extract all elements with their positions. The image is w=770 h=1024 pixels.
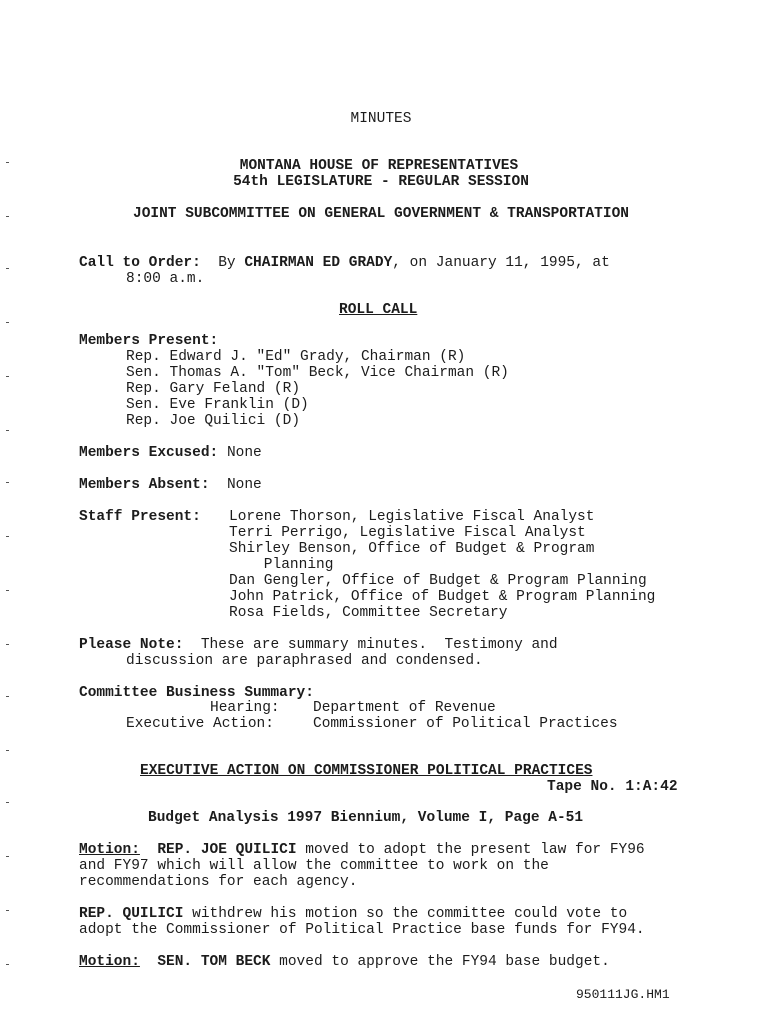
tape-number: Tape No. 1:A:42 <box>547 779 678 795</box>
chairman-name: CHAIRMAN ED GRADY <box>244 255 393 271</box>
members-excused <box>79 445 262 461</box>
call-to-order <box>79 255 610 271</box>
motion-mover: SEN. TOM BECK <box>157 954 271 970</box>
hearing-value: Department of Revenue <box>313 700 496 716</box>
member-item: Rep. Gary Feland (R) <box>126 381 301 397</box>
committee-title: JOINT SUBCOMMITTEE ON GENERAL GOVERNMENT & TRANSPORTATION <box>133 206 629 222</box>
member-item: Sen. Eve Franklin (D) <box>126 397 309 413</box>
please-note-line1: These are summary minutes. Testimony and <box>200 637 558 653</box>
motion-label: Motion: <box>79 842 140 858</box>
minutes-title: MINUTES <box>350 111 412 127</box>
staff-line: Planning <box>229 557 334 573</box>
session-title: 54th LEGISLATURE - REGULAR SESSION <box>233 174 529 190</box>
staff-line: Shirley Benson, Office of Budget & Program <box>229 541 595 557</box>
margin-mark <box>6 376 9 377</box>
margin-mark <box>6 644 9 645</box>
motion-text: moved to adopt the present law for FY96 <box>296 842 645 858</box>
call-to-order-by: By <box>218 255 236 271</box>
margin-mark <box>6 802 9 803</box>
withdrawal-paragraph <box>79 906 627 922</box>
margin-mark <box>6 430 9 431</box>
please-note-label: Please Note: <box>79 637 184 653</box>
margin-mark <box>6 536 9 537</box>
staff-line: Rosa Fields, Committee Secretary <box>229 605 508 621</box>
members-absent-value: None <box>226 477 262 493</box>
budget-analysis-reference: Budget Analysis 1997 Biennium, Volume I, Page A-51 <box>148 810 584 826</box>
margin-mark <box>6 322 9 323</box>
executive-action-value: Commissioner of Political Practices <box>313 716 618 732</box>
margin-mark <box>6 910 9 911</box>
members-excused-value: None <box>226 445 262 461</box>
members-excused-label: Members Excused: <box>79 445 219 461</box>
staff-line: Lorene Thorson, Legislative Fiscal Analyst <box>229 509 595 525</box>
motion-text: recommendations for each agency. <box>79 874 358 890</box>
margin-mark <box>6 750 9 751</box>
motion-text: and FY97 which will allow the committee to work on the <box>79 858 549 874</box>
withdrawal-text: adopt the Commissioner of Political Practice base funds for FY94. <box>79 922 645 938</box>
motion-quilici <box>79 842 645 858</box>
executive-action-label: Executive Action: <box>126 716 274 732</box>
please-note-line2: discussion are paraphrased and condensed. <box>126 653 483 669</box>
withdrawal-who: REP. QUILICI <box>79 906 184 922</box>
executive-action-heading: EXECUTIVE ACTION ON COMMISSIONER POLITICAL PRACTICES <box>140 763 593 779</box>
motion-beck <box>79 954 610 970</box>
members-absent-label: Members Absent: <box>79 477 210 493</box>
margin-mark <box>6 856 9 857</box>
document-id: 950111JG.HM1 <box>576 987 670 1002</box>
call-to-order-time: 8:00 a.m. <box>126 271 205 287</box>
margin-mark <box>6 268 9 269</box>
staff-present-label: Staff Present: <box>79 509 201 525</box>
please-note <box>79 637 558 653</box>
margin-mark <box>6 696 9 697</box>
call-to-order-label: Call to Order: <box>79 255 201 271</box>
withdrawal-text: withdrew his motion so the committee could vote to <box>183 906 628 922</box>
staff-line: Dan Gengler, Office of Budget & Program Planning <box>229 573 647 589</box>
member-item: Sen. Thomas A. "Tom" Beck, Vice Chairman (R) <box>126 365 509 381</box>
roll-call-heading: ROLL CALL <box>339 302 418 318</box>
member-item: Rep. Edward J. "Ed" Grady, Chairman (R) <box>126 349 466 365</box>
members-absent <box>79 477 262 493</box>
hearing-label: Hearing: <box>210 700 280 716</box>
house-title: MONTANA HOUSE OF REPRESENTATIVES <box>239 158 519 174</box>
motion-mover: REP. JOE QUILICI <box>157 842 297 858</box>
staff-line: Terri Perrigo, Legislative Fiscal Analyst <box>229 525 586 541</box>
member-item: Rep. Joe Quilici (D) <box>126 413 301 429</box>
margin-mark <box>6 590 9 591</box>
call-to-order-date: , on January 11, 1995, at <box>392 255 610 271</box>
margin-mark <box>6 964 9 965</box>
motion-label: Motion: <box>79 954 140 970</box>
business-summary-label: Committee Business Summary: <box>79 685 314 701</box>
members-present-label: Members Present: <box>79 333 219 349</box>
staff-line: John Patrick, Office of Budget & Program Planning <box>229 589 656 605</box>
margin-mark <box>6 482 9 483</box>
motion-text: moved to approve the FY94 base budget. <box>270 954 610 970</box>
